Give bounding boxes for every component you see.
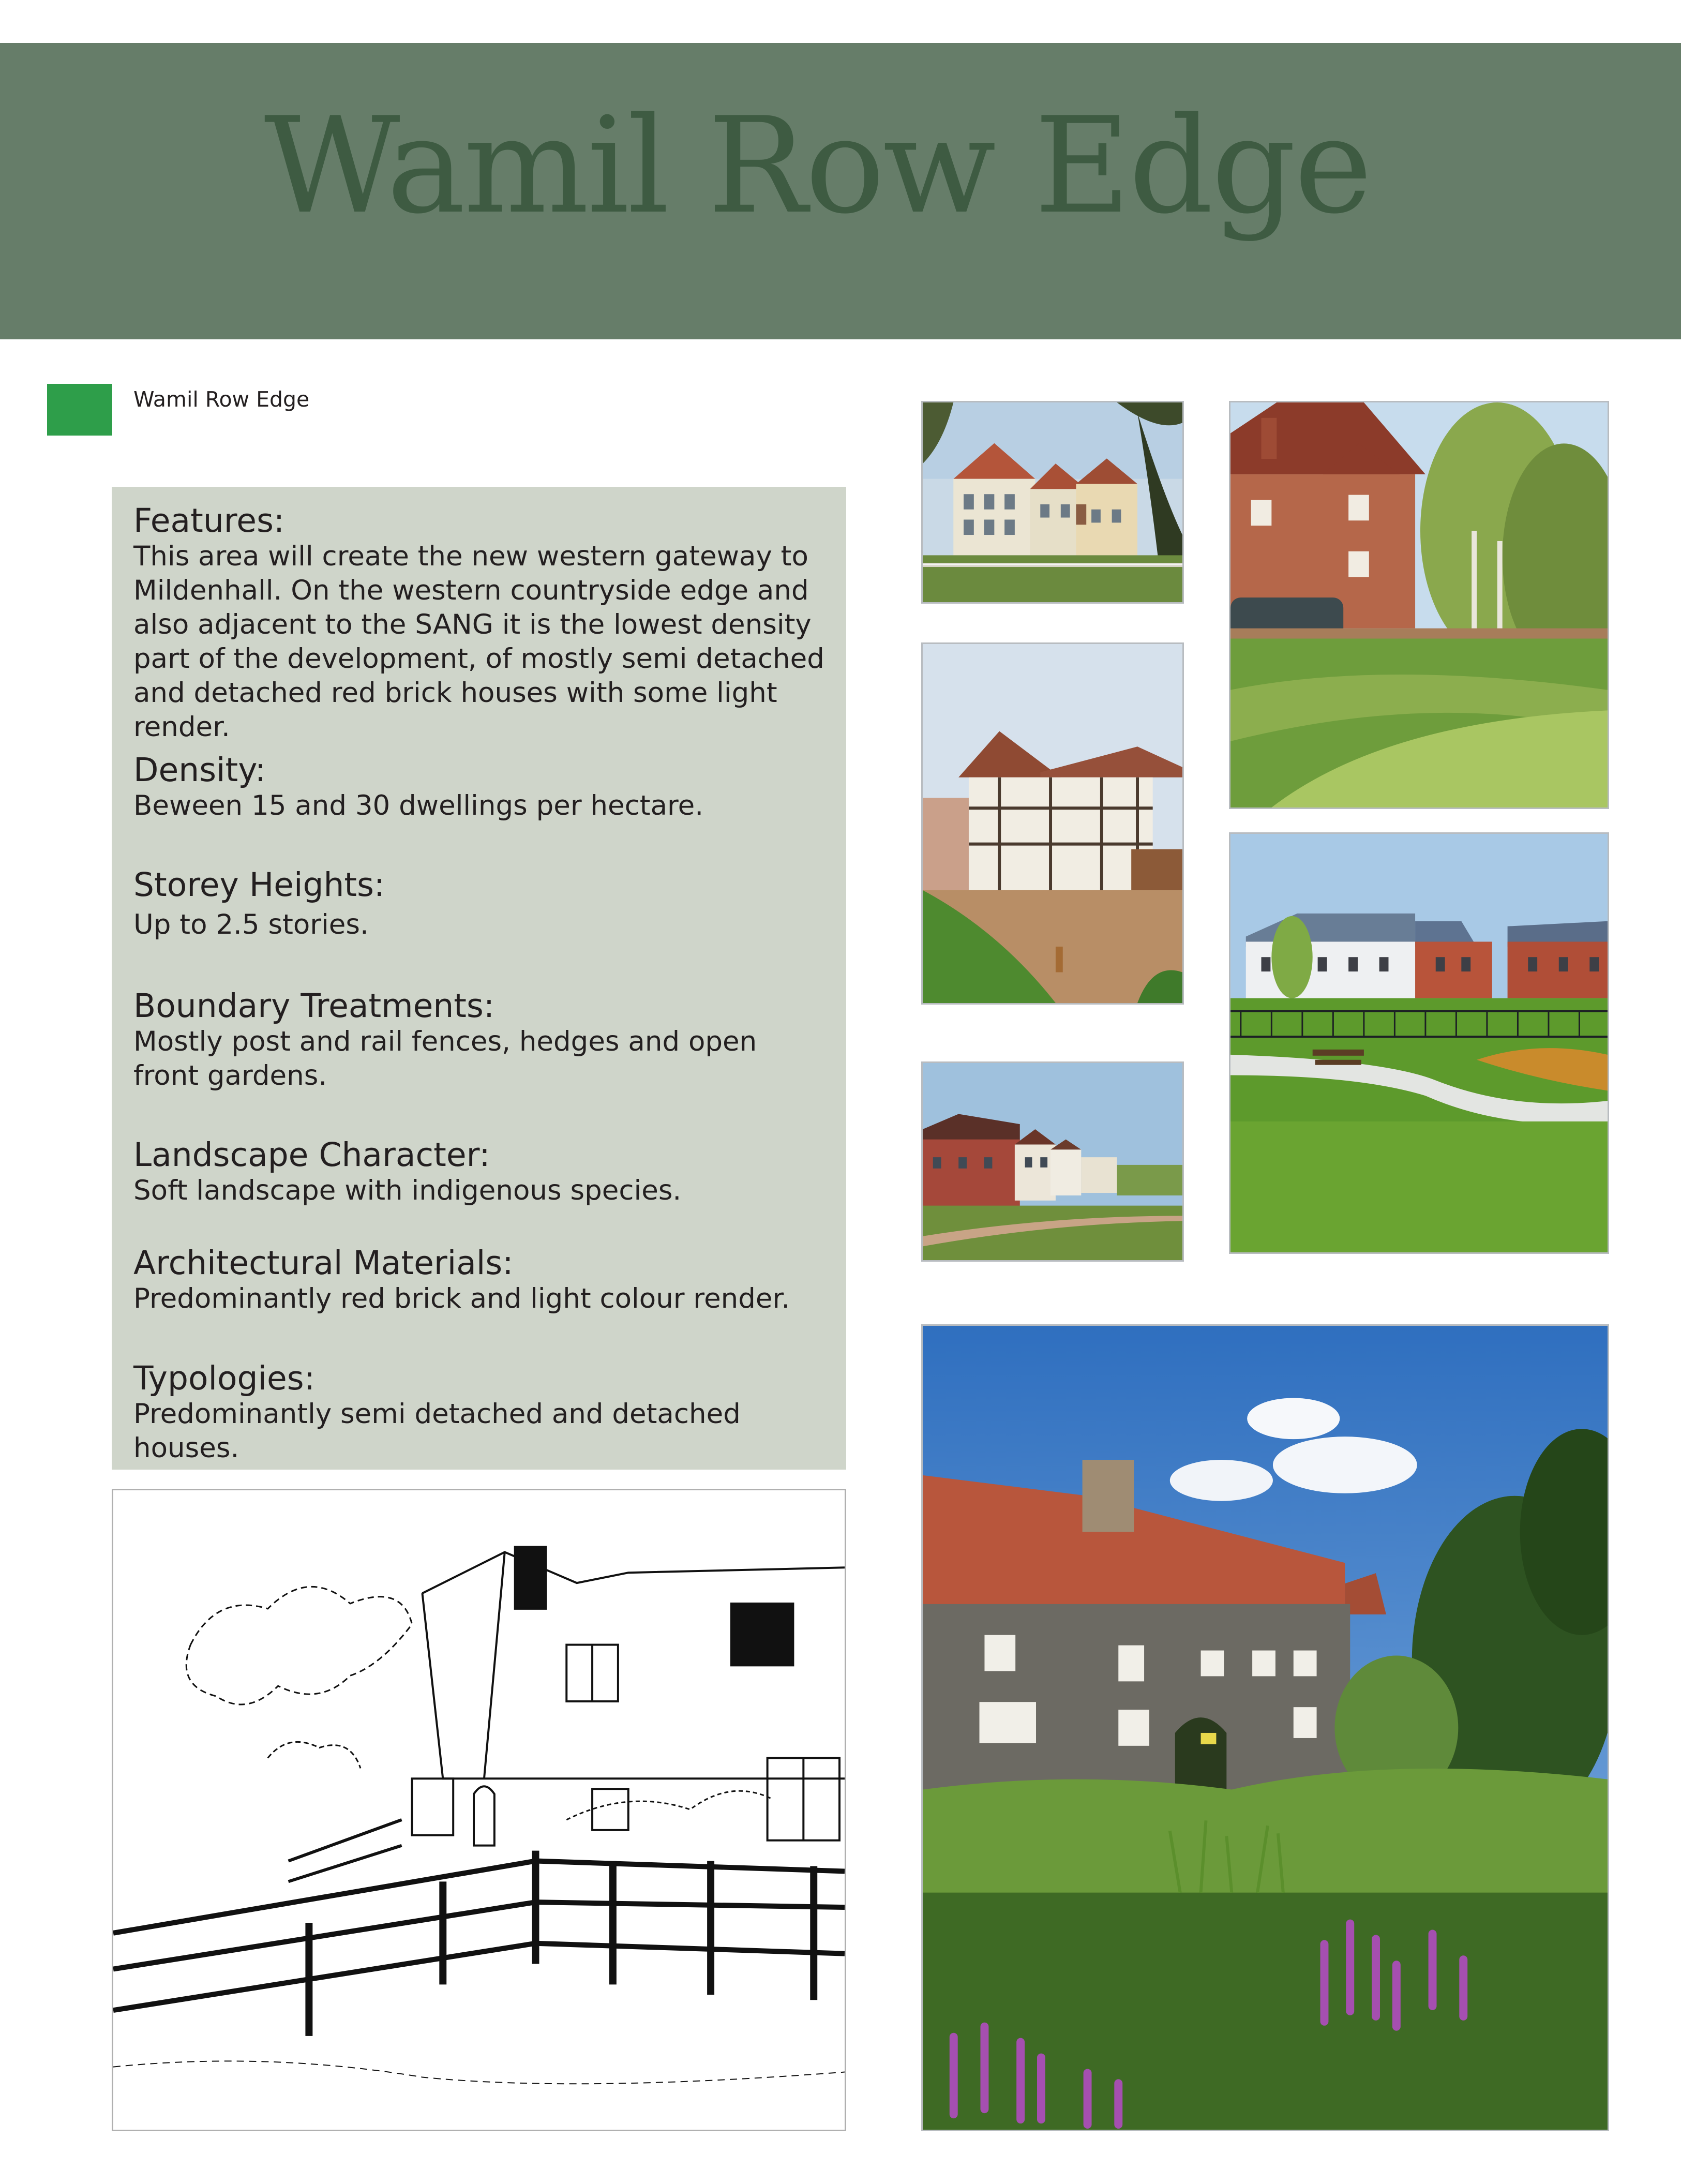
section-storey-heights <box>133 866 827 942</box>
section-features <box>133 502 827 744</box>
photo-red-brick-house-green <box>1229 401 1609 809</box>
section-heading: Storey Heights: <box>133 866 385 904</box>
photo-rendered-houses <box>921 401 1184 604</box>
sketch-cottage-fence <box>112 1489 846 2131</box>
section-text: This area will create the new western gateway to Mildenhall. On the western countryside edge and also adjacent to the SANG it is the lowest density part of the development, of mostly semi detached and detached red brick houses with some light render. <box>133 541 824 743</box>
photo-timber-frame-house <box>921 642 1184 1005</box>
section-heading: Landscape Character: <box>133 1136 490 1174</box>
section-text: Predominantly red brick and light colour render. <box>133 1283 790 1314</box>
legend-swatch <box>47 384 112 436</box>
section-heading: Boundary Treatments: <box>133 987 495 1025</box>
info-panel <box>112 487 846 1470</box>
legend-label: Wamil Row Edge <box>133 387 310 412</box>
section-density <box>133 752 827 823</box>
section-text: Predominantly semi detached and detached houses. <box>133 1398 741 1464</box>
photo-park-bench-houses <box>1229 832 1609 1254</box>
section-heading: Architectural Materials: <box>133 1244 514 1282</box>
section-typologies <box>133 1360 827 1465</box>
section-architectural-materials <box>133 1245 827 1316</box>
header-banner <box>0 43 1681 339</box>
photo-street-houses <box>921 1061 1184 1262</box>
section-heading: Features: <box>133 502 285 540</box>
section-text: Mostly post and rail fences, hedges and open front gardens. <box>133 1026 757 1091</box>
section-text: Soft landscape with indigenous species. <box>133 1175 682 1206</box>
section-text: Beween 15 and 30 dwellings per hectare. <box>133 790 704 821</box>
photo-flint-farmhouse-pond <box>921 1324 1609 2131</box>
section-text: Up to 2.5 stories. <box>133 909 369 940</box>
section-landscape-character <box>133 1136 827 1208</box>
section-heading: Typologies: <box>133 1359 315 1397</box>
section-boundary-treatments <box>133 988 827 1093</box>
section-heading: Density: <box>133 751 266 789</box>
page-title: Wamil Row Edge <box>264 89 1371 243</box>
